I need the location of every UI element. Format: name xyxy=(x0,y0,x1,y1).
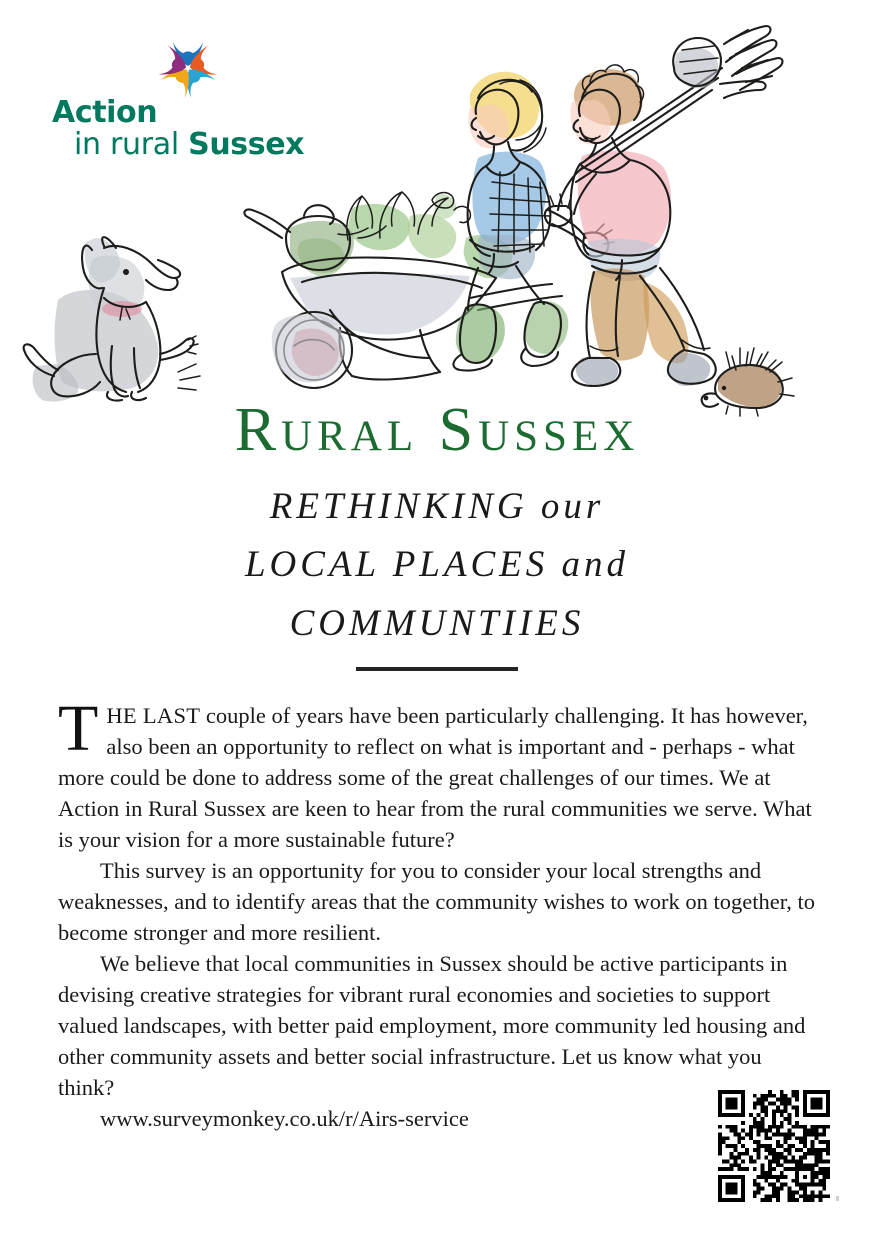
logo-text-in-rural: in rural xyxy=(74,127,189,162)
lead-small-caps: HE LAST xyxy=(106,703,201,728)
page-subtitle xyxy=(0,478,874,653)
body-paragraph-2: This survey is an opportunity for you to consider your local strengths and weaknesses, and to identify areas that the community wishes to work on together, to become stronger and more resilient. xyxy=(58,858,816,945)
man-illustration xyxy=(545,26,783,386)
logo-text-sussex: Sussex xyxy=(188,127,305,162)
body-paragraph-3: We believe that local communities in Sussex should be active participants in devising creative strategies for vibrant rural economies and societies to support valued landscapes, with better paid employment, more community led housing and other community assets and better social infrastructure. Let us know what you think? xyxy=(58,951,806,1100)
survey-qr-code[interactable] xyxy=(718,1090,830,1202)
body-copy xyxy=(58,692,818,1134)
title-block xyxy=(0,398,874,671)
woman-illustration xyxy=(453,72,614,371)
logo-line-in-rural-sussex xyxy=(52,127,312,162)
subtitle-line-3: COMMUNTIIES xyxy=(289,602,585,644)
body-paragraph-1-text: couple of years have been particularly challenging. It has however, also been an opportunity to reflect on what is important and - perhaps - what more could be done to address some of the great challenges of our times. We at Action in Rural Sussex are keen to hear from the rural communities we serve. What is your vision for a more sustainable future? xyxy=(58,703,812,852)
logo-line-action: Action xyxy=(52,95,158,130)
survey-url[interactable]: www.surveymonkey.co.uk/r/Airs-service xyxy=(100,1106,469,1131)
logo-wordmark xyxy=(52,95,312,162)
drop-cap: T xyxy=(58,692,99,765)
body-paragraph-1 xyxy=(58,692,818,855)
page-title: Rural Sussex xyxy=(234,396,640,464)
title-divider-rule xyxy=(356,667,518,671)
subtitle-line-2: LOCAL PLACES and xyxy=(244,544,630,586)
wheelbarrow-illustration xyxy=(244,192,562,388)
qr-speck xyxy=(836,1196,839,1201)
subtitle-line-1: RETHINKING our xyxy=(269,485,605,527)
dog-illustration xyxy=(24,237,200,401)
organisation-logo[interactable] xyxy=(52,22,312,162)
